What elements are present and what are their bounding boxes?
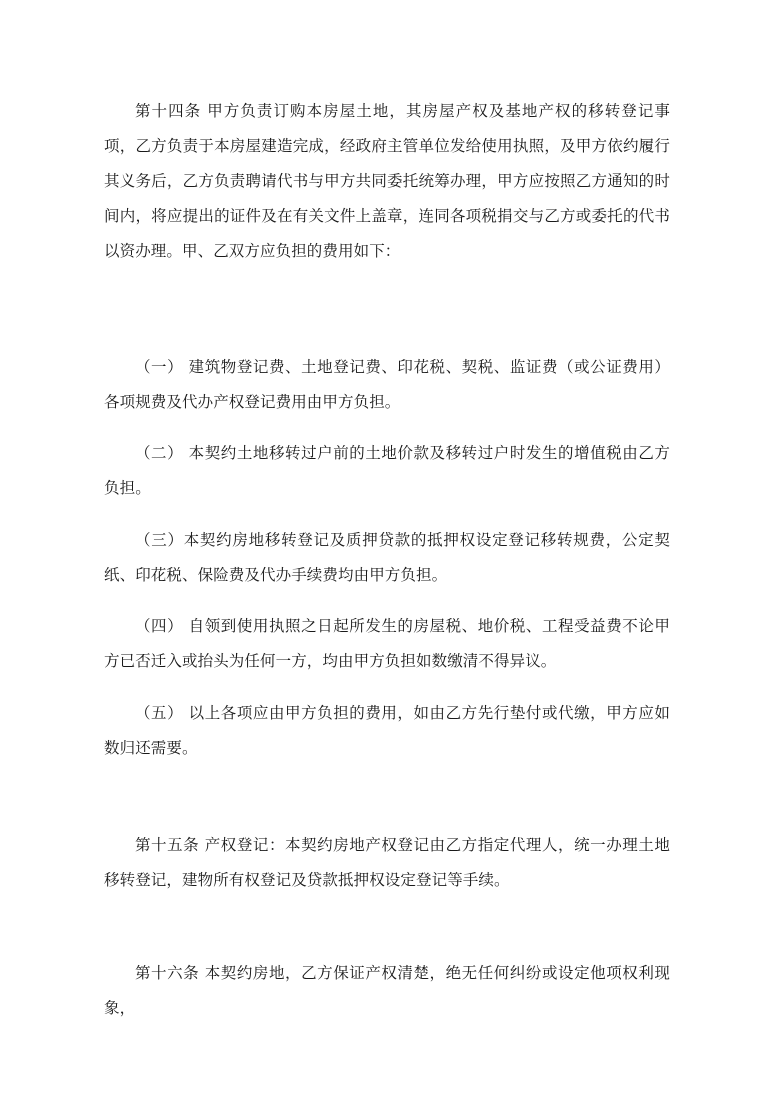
fee-item-1: （一） 建筑物登记费、土地登记费、印花税、契税、监证费（或公证费用）各项规费及代办产权登记费用由甲方负担。 (104, 358, 670, 411)
article-14-paragraph: 第十四条 甲方负责订购本房屋土地，其房屋产权及基地产权的移转登记事项，乙方负责于本房屋建造完成，经政府主管单位发给使用执照，及甲方依约履行其义务后，乙方负责聘请代书与甲方共同委托统筹办理，甲方应按照乙方通知的时间内，将应提出的证件及在有关文件上盖章，连同各项税捐交与乙方或委托的代书以资办理。甲、乙双方应负担的费用如下： (104, 102, 670, 260)
fee-item-5: （五） 以上各项应由甲方负担的费用，如由乙方先行垫付或代缴，甲方应如数归还需要。 (104, 704, 670, 757)
fee-item-4: （四） 自领到使用执照之日起所发生的房屋税、地价税、工程受益费不论甲方已否迁入或抬头为任何一方，均由甲方负担如数缴清不得异议。 (104, 617, 670, 670)
fee-item-2: （二） 本契约土地移转过户前的土地价款及移转过户时发生的增值税由乙方负担。 (104, 444, 670, 497)
article-15-paragraph: 第十五条 产权登记：本契约房地产权登记由乙方指定代理人，统一办理土地移转登记，建物所有权登记及贷款抵押权设定登记等手续。 (104, 836, 670, 889)
fee-item-3: （三）本契约房地移转登记及质押贷款的抵押权设定登记移转规费，公定契纸、印花税、保险费及代办手续费均由甲方负担。 (104, 531, 670, 584)
article-16-paragraph: 第十六条 本契约房地，乙方保证产权清楚，绝无任何纠纷或设定他项权利现象， (104, 964, 670, 1017)
